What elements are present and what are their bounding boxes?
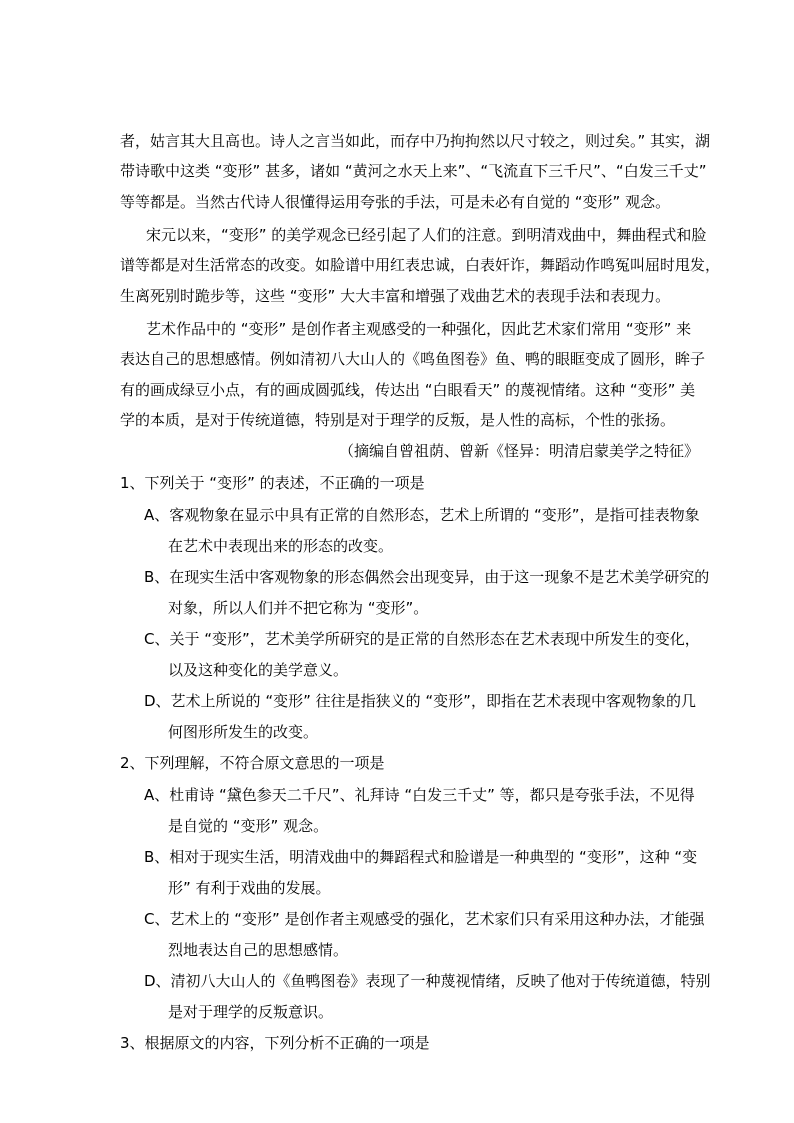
option-c-line2: 以及这种变化的美学意义。 [168, 661, 349, 679]
option-a-line1: A、杜甫诗 “黛色参天二千尺”、礼拜诗 “白发三千丈” 等，都只是夸张手法，不见得 [144, 786, 695, 804]
question-stem: 2、下列理解，不符合原文意思的一项是 [120, 754, 385, 772]
passage-line: 表达自己的思想感情。例如清初八大山人的《鸣鱼图卷》鱼、鸭的眼眶变成了圆形，眸子 [120, 350, 706, 368]
passage-line: 生离死别时跪步等，这些 “变形” 大大丰富和增强了戏曲艺术的表现手法和表现力。 [120, 287, 671, 305]
option-b-line1: B、相对于现实生活，明清戏曲中的舞蹈程式和脸谱是一种典型的 “变形”，这种 “变 [144, 848, 698, 866]
option-c-line1: C、关于 “变形”，艺术美学所研究的是正常的自然形态在艺术表现中所发生的变化， [144, 630, 700, 648]
source-citation: （摘编自曾祖荫、曾新《怪异：明清启蒙美学之特征》 [339, 442, 700, 460]
option-b-line2: 对象，所以人们并不把它称为 “变形”。 [168, 599, 429, 617]
passage-line: 有的画成绿豆小点，有的画成圆弧线，传达出 “白眼看天” 的蔑视情绪。这种 “变形” 美 [120, 381, 696, 399]
option-d-line2: 何图形所发生的改变。 [168, 723, 319, 741]
option-d-line1: D、清初八大山人的《鱼鸭图卷》表现了一种蔑视情绪，反映了他对于传统道德，特别 [144, 972, 711, 990]
passage-line: 者，姑言其大且高也。诗人之言当如此，而存中乃拘拘然以尺寸较之，则过矣。” 其实，湖 [120, 132, 711, 150]
passage-line: 学的本质，是对于传统道德，特别是对于理学的反叛，是人性的高标，个性的张扬。 [120, 411, 676, 429]
passage-line: 宋元以来，“变形” 的美学观念已经引起了人们的注意。到明清戏曲中，舞曲程式和脸 [146, 226, 707, 244]
option-a-line1: A、客观物象在显示中具有正常的自然形态，艺术上所谓的 “变形”，是指可挂表物象 [144, 506, 700, 524]
option-a-line2: 在艺术中表现出来的形态的改变。 [168, 537, 394, 555]
option-d-line2: 是对于理学的反叛意识。 [168, 1003, 334, 1021]
passage-line: 带诗歌中这类 “变形” 甚多，诸如 “黄河之水天上来”、“飞流直下三千尺”、“白发三千丈” [120, 162, 707, 180]
option-d-line1: D、艺术上所说的 “变形” 往往是指狭义的 “变形”，即指在艺术表现中客观物象的几 [144, 692, 696, 710]
passage-line: 谱等都是对生活常态的改变。如脸谱中用红表忠诚，白表奸诈，舞蹈动作鸣冤叫屈时甩发， [120, 256, 721, 274]
option-b-line2: 形” 有利于戏曲的发展。 [168, 879, 331, 897]
passage-line: 等等都是。当然古代诗人很懂得运用夸张的手法，可是未必有自觉的 “变形” 观念。 [120, 193, 671, 211]
option-c-line2: 烈地表达自己的思想感情。 [168, 941, 349, 959]
option-b-line1: B、在现实生活中客观物象的形态偶然会出现变异，由于这一现象不是艺术美学研究的 [144, 568, 710, 586]
option-c-line1: C、艺术上的 “变形” 是创作者主观感受的强化，艺术家们只有采用这种办法，才能强 [144, 910, 705, 928]
question-stem: 1、下列关于 “变形” 的表述，不正确的一项是 [120, 474, 425, 492]
question-stem: 3、根据原文的内容，下列分析不正确的一项是 [120, 1034, 430, 1052]
passage-line: 艺术作品中的 “变形” 是创作者主观感受的一种强化，因此艺术家们常用 “变形” 来 [146, 320, 692, 338]
option-a-line2: 是自觉的 “变形” 观念。 [168, 817, 329, 835]
